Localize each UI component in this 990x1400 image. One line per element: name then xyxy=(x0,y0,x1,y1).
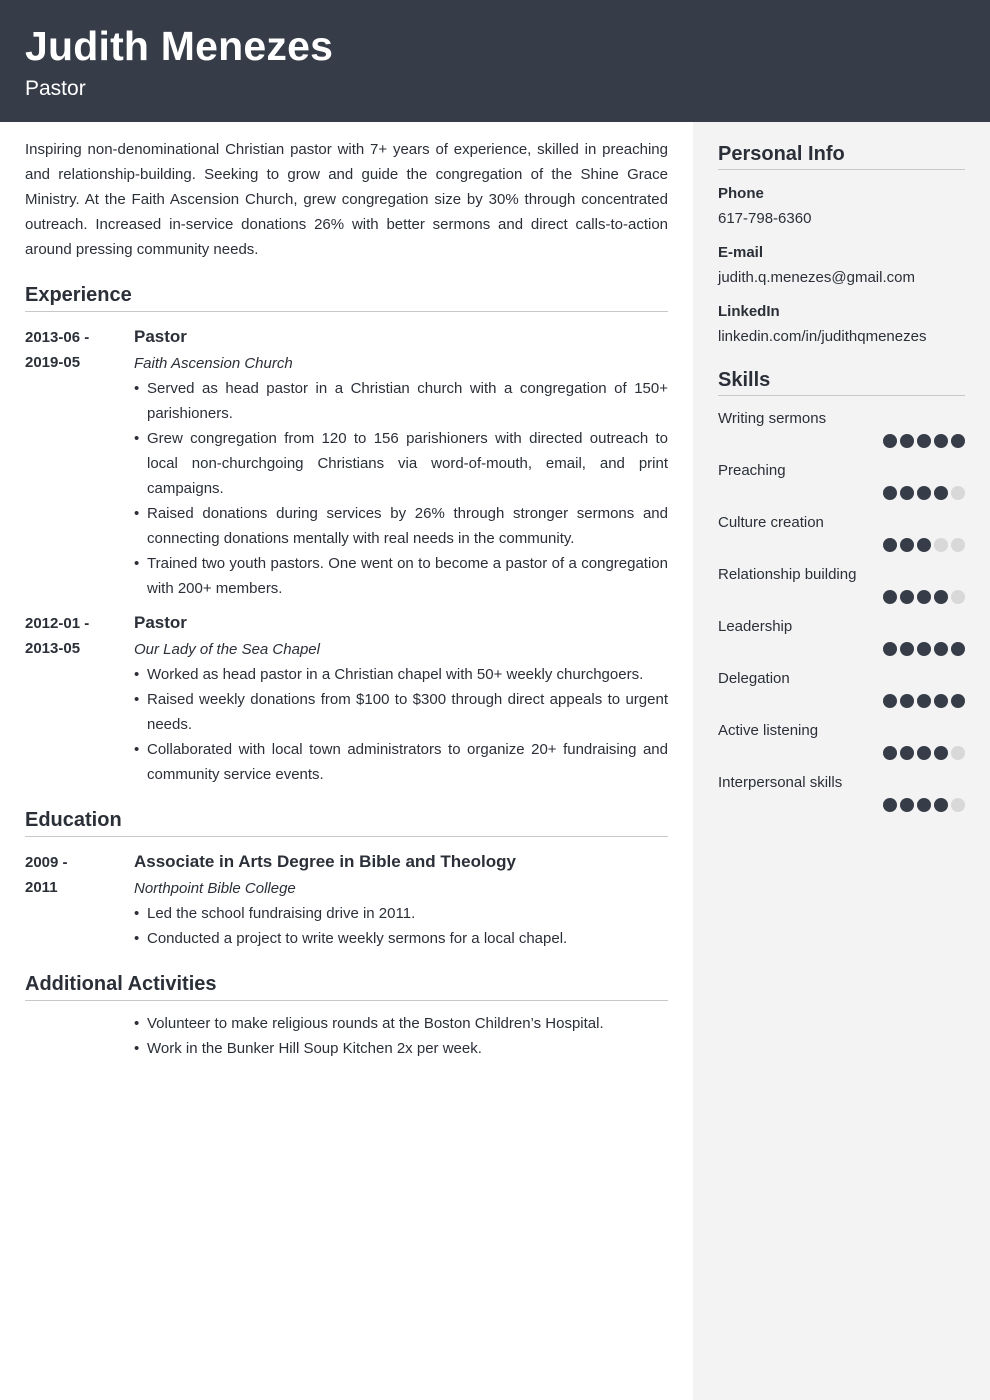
rating-dot-empty xyxy=(951,590,965,604)
linkedin-value: linkedin.com/in/judithqmenezes xyxy=(718,328,927,345)
bullet-item: • Collaborated with local town administrators to organize 20+ fundraising and community service events. xyxy=(134,737,668,787)
skill-item xyxy=(718,460,965,500)
rating-dot-filled xyxy=(900,590,914,604)
rating-dot-filled xyxy=(934,590,948,604)
entry-title: Associate in Arts Degree in Bible and Theology xyxy=(134,852,516,871)
rating-dot-filled xyxy=(934,746,948,760)
phone-value: 617-798-6360 xyxy=(718,210,812,227)
activities-heading: Additional Activities xyxy=(25,971,668,1001)
entry-bullets xyxy=(134,376,668,601)
activities-entry xyxy=(25,1011,668,1061)
rating-dot-filled xyxy=(900,486,914,500)
sidebar xyxy=(693,122,990,1400)
main-column xyxy=(25,137,668,1061)
rating-dot-filled xyxy=(917,434,931,448)
linkedin-label: LinkedIn xyxy=(718,303,780,320)
rating-dot-filled xyxy=(900,746,914,760)
rating-dot-filled xyxy=(951,694,965,708)
education-section xyxy=(25,807,668,951)
skill-rating xyxy=(718,590,965,604)
personal-info-heading: Personal Info xyxy=(718,141,965,170)
email-label: E-mail xyxy=(718,244,764,261)
skill-name: Interpersonal skills xyxy=(718,774,843,791)
rating-dot-filled xyxy=(934,642,948,656)
bullet-item: • Served as head pastor in a Christian church with a congregation of 150+ parishioners. xyxy=(134,376,668,426)
entry-date-end: 2013-05 xyxy=(25,640,81,657)
entry-date-start: 2009 - xyxy=(25,854,68,871)
skills-heading: Skills xyxy=(718,367,965,396)
rating-dot-filled xyxy=(934,694,948,708)
skill-name: Culture creation xyxy=(718,514,824,531)
rating-dot-filled xyxy=(900,434,914,448)
rating-dot-filled xyxy=(900,642,914,656)
rating-dot-filled xyxy=(883,486,897,500)
resume-header xyxy=(0,0,990,122)
activities-bullets xyxy=(134,1011,668,1061)
entry-title: Pastor xyxy=(134,613,187,632)
skill-name: Writing sermons xyxy=(718,410,827,427)
education-heading: Education xyxy=(25,807,668,837)
phone-label: Phone xyxy=(718,185,764,202)
entry-date xyxy=(25,325,125,375)
rating-dot-filled xyxy=(917,694,931,708)
skill-rating xyxy=(718,746,965,760)
rating-dot-empty xyxy=(951,798,965,812)
rating-dot-empty xyxy=(951,538,965,552)
skill-item xyxy=(718,616,965,656)
skill-item xyxy=(718,512,965,552)
entry-body xyxy=(134,1011,668,1061)
bullet-item: • Work in the Bunker Hill Soup Kitchen 2x per week. xyxy=(134,1036,668,1061)
rating-dot-filled xyxy=(900,798,914,812)
experience-section xyxy=(25,282,668,787)
summary-text: Inspiring non-denominational Christian pastor with 7+ years of experience, skilled in preaching and relationship-building. Seeking to grow and guide the congregation of the Shine Grace Ministry. At the Faith Ascension Church, grew congregation size by 30% through concentrated outreach. Increased in-service donations 26% with better sermons and direct calls-to-action around pressing community needs. xyxy=(25,141,668,258)
skill-name: Active listening xyxy=(718,722,819,739)
skill-name: Delegation xyxy=(718,670,790,687)
entry-date-start: 2013-06 - xyxy=(25,329,90,346)
entry-title: Pastor xyxy=(134,327,187,346)
rating-dot-filled xyxy=(951,642,965,656)
skill-item xyxy=(718,772,965,812)
rating-dot-filled xyxy=(883,694,897,708)
skill-rating xyxy=(718,694,965,708)
skill-item xyxy=(718,720,965,760)
entry-date xyxy=(25,850,125,900)
education-entry xyxy=(25,850,668,951)
skill-rating xyxy=(718,434,965,448)
rating-dot-filled xyxy=(917,798,931,812)
bullet-item: • Grew congregation from 120 to 156 parishioners with directed outreach to local non-churchgoing Christians via word-of-mouth, email, and print campaigns. xyxy=(134,426,668,501)
entry-date xyxy=(25,611,125,661)
entry-date-start: 2012-01 - xyxy=(25,615,90,632)
skill-rating xyxy=(718,538,965,552)
sidebar-content xyxy=(718,141,965,812)
entry-organization: Faith Ascension Church xyxy=(134,355,293,372)
bullet-item: • Volunteer to make religious rounds at the Boston Children’s Hospital. xyxy=(134,1011,668,1036)
rating-dot-filled xyxy=(951,434,965,448)
rating-dot-filled xyxy=(883,538,897,552)
rating-dot-filled xyxy=(917,538,931,552)
rating-dot-empty xyxy=(934,538,948,552)
bullet-item: • Worked as head pastor in a Christian chapel with 50+ weekly churchgoers. xyxy=(134,662,668,687)
rating-dot-filled xyxy=(883,798,897,812)
entry-date-end: 2019-05 xyxy=(25,354,81,371)
skill-item xyxy=(718,408,965,448)
skill-name: Relationship building xyxy=(718,566,857,583)
experience-entry xyxy=(25,325,668,601)
entry-date-end: 2011 xyxy=(25,879,58,896)
rating-dot-filled xyxy=(883,590,897,604)
rating-dot-filled xyxy=(883,746,897,760)
rating-dot-filled xyxy=(917,486,931,500)
rating-dot-filled xyxy=(934,486,948,500)
bullet-item: • Led the school fundraising drive in 2011. xyxy=(134,901,668,926)
candidate-title: Pastor xyxy=(25,77,86,100)
bullet-item: • Conducted a project to write weekly sermons for a local chapel. xyxy=(134,926,668,951)
skills-list xyxy=(718,408,965,812)
rating-dot-empty xyxy=(951,746,965,760)
skill-rating xyxy=(718,486,965,500)
activities-section xyxy=(25,971,668,1061)
candidate-name: Judith Menezes xyxy=(25,23,334,69)
entry-organization: Northpoint Bible College xyxy=(134,880,296,897)
bullet-item: • Raised donations during services by 26% through stronger sermons and connecting donations mentally with real needs in the community. xyxy=(134,501,668,551)
skill-name: Preaching xyxy=(718,462,786,479)
entry-body xyxy=(134,611,668,787)
skill-item xyxy=(718,564,965,604)
bullet-item: • Raised weekly donations from $100 to $300 through direct appeals to urgent needs. xyxy=(134,687,668,737)
rating-dot-filled xyxy=(883,434,897,448)
rating-dot-filled xyxy=(883,642,897,656)
rating-dot-filled xyxy=(934,798,948,812)
rating-dot-filled xyxy=(900,538,914,552)
experience-heading: Experience xyxy=(25,282,668,312)
entry-body xyxy=(134,850,668,951)
rating-dot-filled xyxy=(917,746,931,760)
skill-rating xyxy=(718,798,965,812)
experience-entry xyxy=(25,611,668,787)
rating-dot-filled xyxy=(917,590,931,604)
rating-dot-filled xyxy=(917,642,931,656)
rating-dot-empty xyxy=(951,486,965,500)
rating-dot-filled xyxy=(934,434,948,448)
bullet-item: • Trained two youth pastors. One went on to become a pastor of a congregation with 200+ members. xyxy=(134,551,668,601)
rating-dot-filled xyxy=(900,694,914,708)
skill-name: Leadership xyxy=(718,618,793,635)
email-value: judith.q.menezes@gmail.com xyxy=(718,269,915,286)
entry-bullets xyxy=(134,901,668,951)
entry-body xyxy=(134,325,668,601)
entry-organization: Our Lady of the Sea Chapel xyxy=(134,641,320,658)
entry-bullets xyxy=(134,662,668,787)
skill-rating xyxy=(718,642,965,656)
skill-item xyxy=(718,668,965,708)
